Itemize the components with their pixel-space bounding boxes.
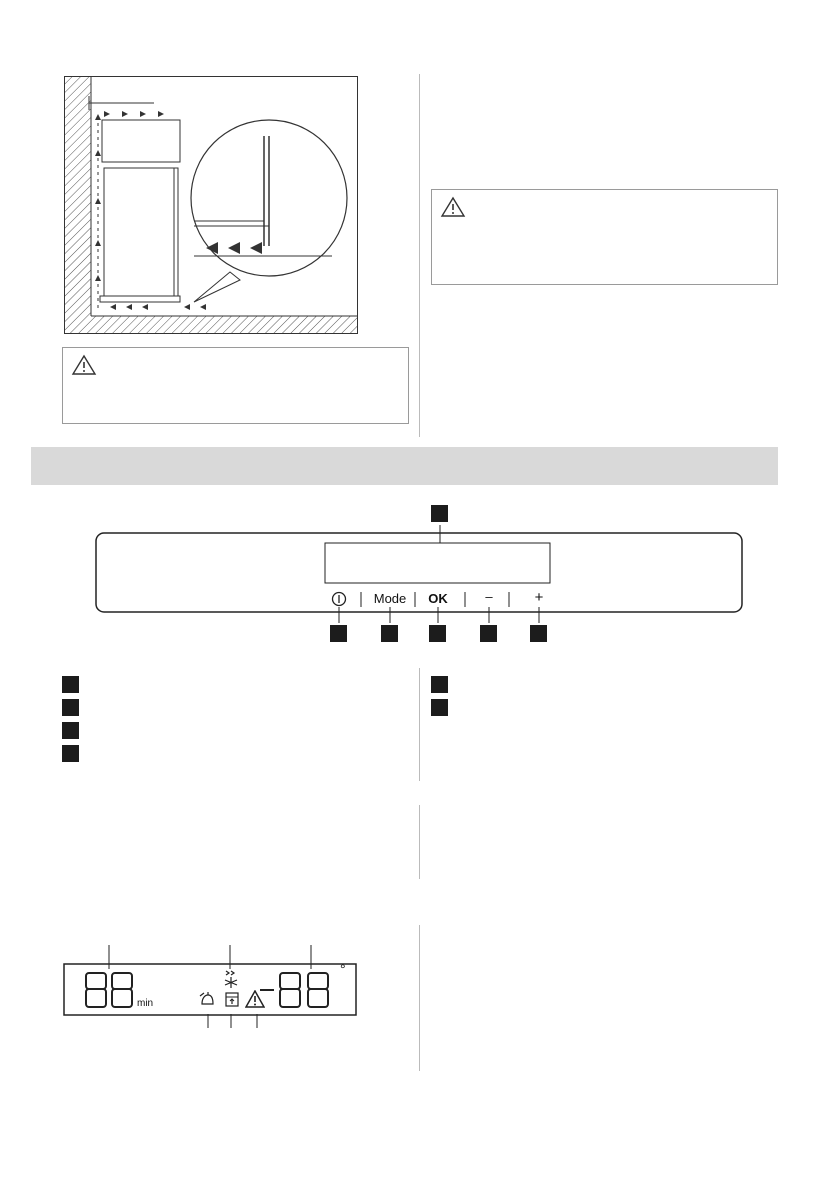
warning-triangle-icon (440, 196, 466, 218)
legend-marker (62, 699, 79, 716)
minutes-unit-label: min (137, 998, 154, 1009)
warning-triangle-icon (71, 354, 97, 376)
warning-box-right (431, 189, 778, 285)
legend-marker (431, 676, 448, 693)
warning-triangle-icon (245, 990, 265, 1008)
callout-marker (381, 625, 398, 642)
control-panel-diagram (95, 503, 745, 648)
legend-marker (62, 676, 79, 693)
legend-marker (62, 722, 79, 739)
column-divider (419, 805, 420, 879)
column-divider (419, 925, 420, 1071)
ok-button[interactable]: OK (428, 591, 448, 606)
fast-freeze-icon (222, 969, 240, 989)
column-divider (419, 668, 420, 781)
callout-marker (530, 625, 547, 642)
legend-marker (62, 745, 79, 762)
plus-button[interactable]: + (534, 589, 544, 606)
child-lock-icon (225, 991, 239, 1007)
section-banner (31, 447, 778, 485)
warning-box-left (62, 347, 409, 424)
minus-button[interactable]: – (485, 589, 493, 604)
power-icon[interactable] (331, 591, 347, 607)
callout-marker (330, 625, 347, 642)
ventilation-illustration (64, 76, 358, 334)
display-diagram (62, 940, 362, 1030)
degree-symbol: ° (340, 961, 346, 977)
alarm-icon (198, 990, 216, 1008)
callout-marker (480, 625, 497, 642)
mode-button[interactable]: Mode (373, 591, 407, 606)
legend-marker (431, 699, 448, 716)
callout-marker (429, 625, 446, 642)
column-divider (419, 74, 420, 437)
callout-marker (431, 505, 448, 522)
